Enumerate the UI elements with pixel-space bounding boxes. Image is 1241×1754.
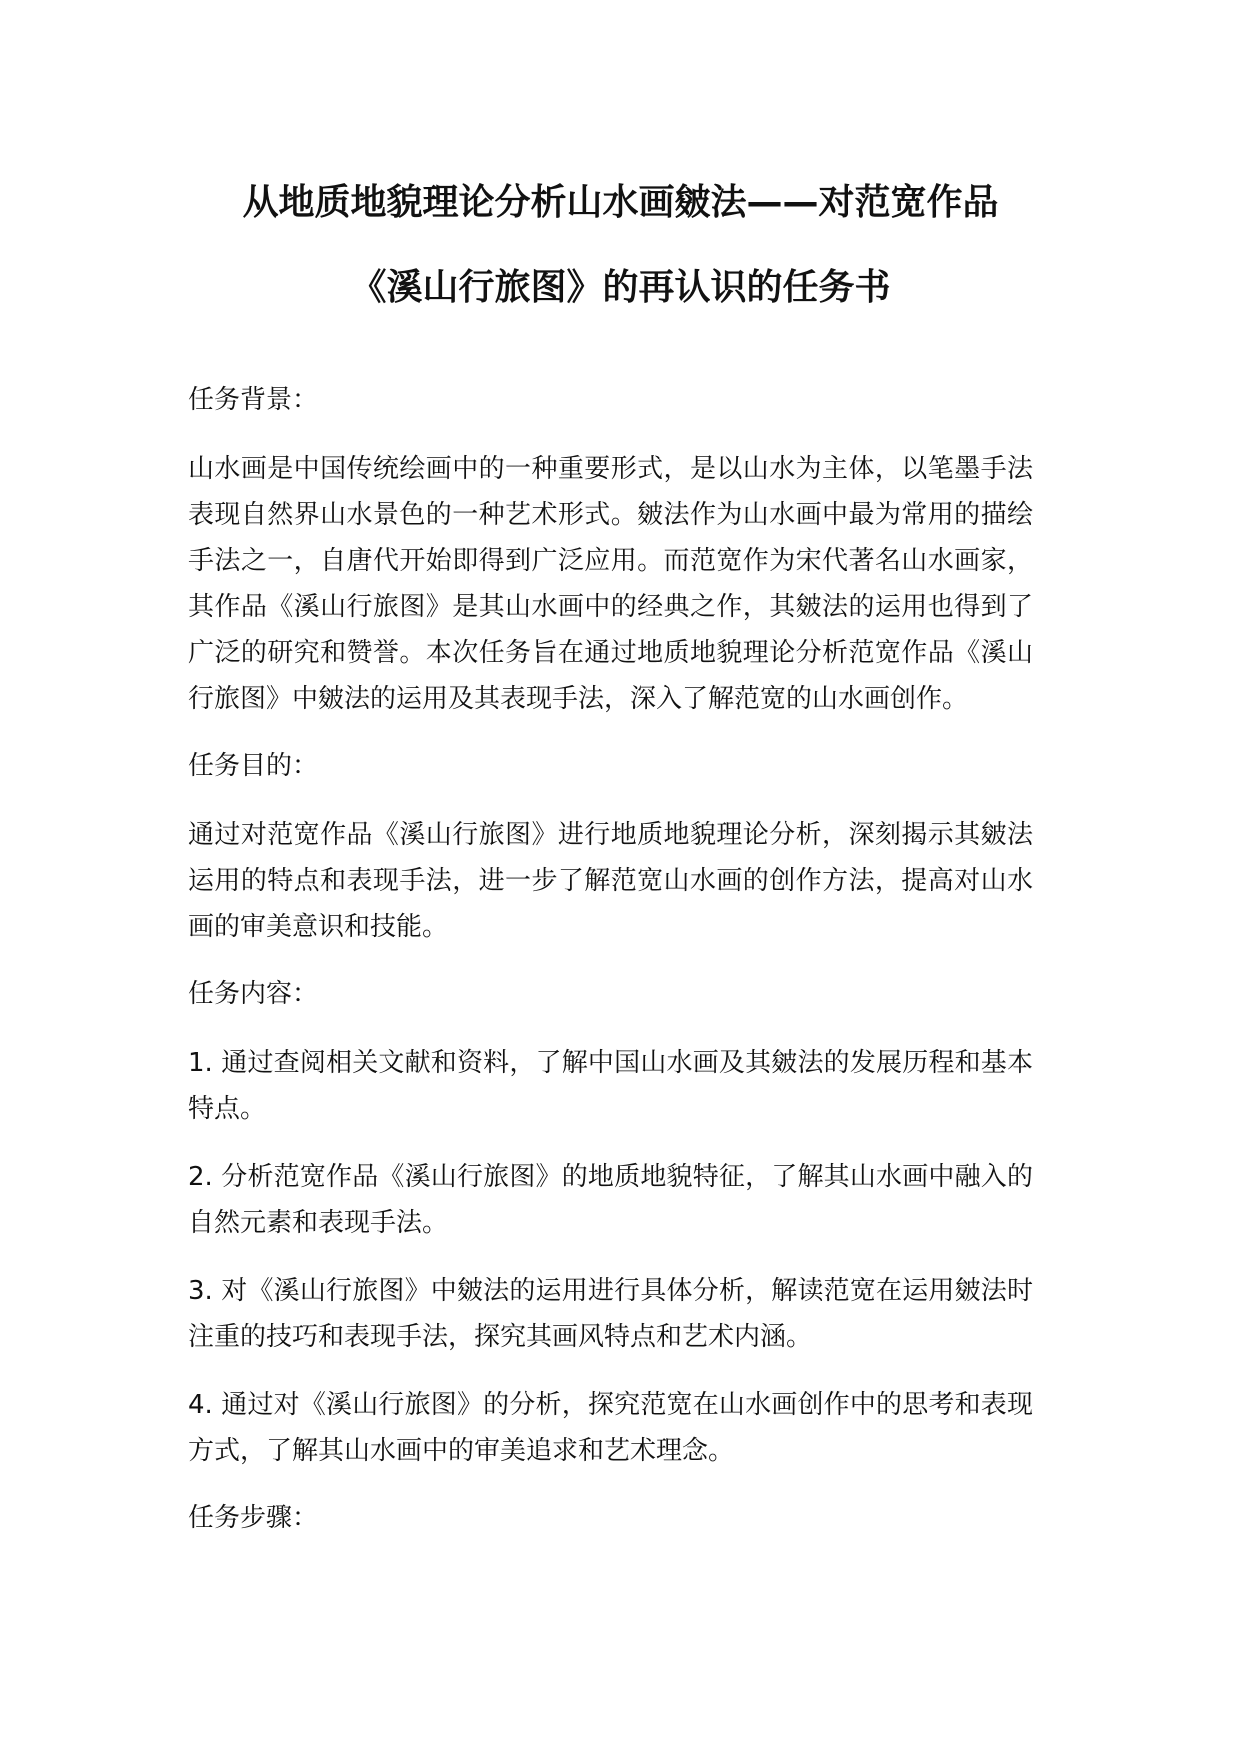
document-title-line-2: 《溪山行旅图》的再认识的任务书 bbox=[350, 267, 891, 308]
document-body bbox=[188, 378, 1033, 1564]
purpose-paragraph: 通过对范宽作品《溪山行旅图》进行地质地貌理论分析，深刻揭示其皴法运用的特点和表现手法，进一步了解范宽山水画的创作方法，提高对山水画的审美意识和技能。 bbox=[188, 820, 1033, 942]
background-heading: 任务背景： bbox=[188, 385, 319, 415]
content-item-3: 3. 对《溪山行旅图》中皴法的运用进行具体分析，解读范宽在运用皴法时注重的技巧和表现手法，探究其画风特点和艺术内涵。 bbox=[188, 1276, 1033, 1352]
background-paragraph: 山水画是中国传统绘画中的一种重要形式，是以山水为主体，以笔墨手法表现自然界山水景色的一种艺术形式。皴法作为山水画中最为常用的描绘手法之一，自唐代开始即得到广泛应用。而范宽作为宋代著名山水画家，其作品《溪山行旅图》是其山水画中的经典之作，其皴法的运用也得到了广泛的研究和赞誉。本次任务旨在通过地质地貌理论分析范宽作品《溪山行旅图》中皴法的运用及其表现手法，深入了解范宽的山水画创作。 bbox=[188, 454, 1033, 714]
content-item-2: 2. 分析范宽作品《溪山行旅图》的地质地貌特征，了解其山水画中融入的自然元素和表现手法。 bbox=[188, 1162, 1033, 1238]
steps-heading: 任务步骤： bbox=[188, 1503, 319, 1533]
document-title-line-1: 从地质地貌理论分析山水画皴法——对范宽作品 bbox=[242, 182, 999, 223]
content-item-4: 4. 通过对《溪山行旅图》的分析，探究范宽在山水画创作中的思考和表现方式，了解其山水画中的审美追求和艺术理念。 bbox=[188, 1390, 1033, 1466]
purpose-heading: 任务目的： bbox=[188, 751, 319, 781]
content-item-1: 1. 通过查阅相关文献和资料，了解中国山水画及其皴法的发展历程和基本特点。 bbox=[188, 1048, 1033, 1124]
content-heading: 任务内容： bbox=[188, 979, 319, 1009]
